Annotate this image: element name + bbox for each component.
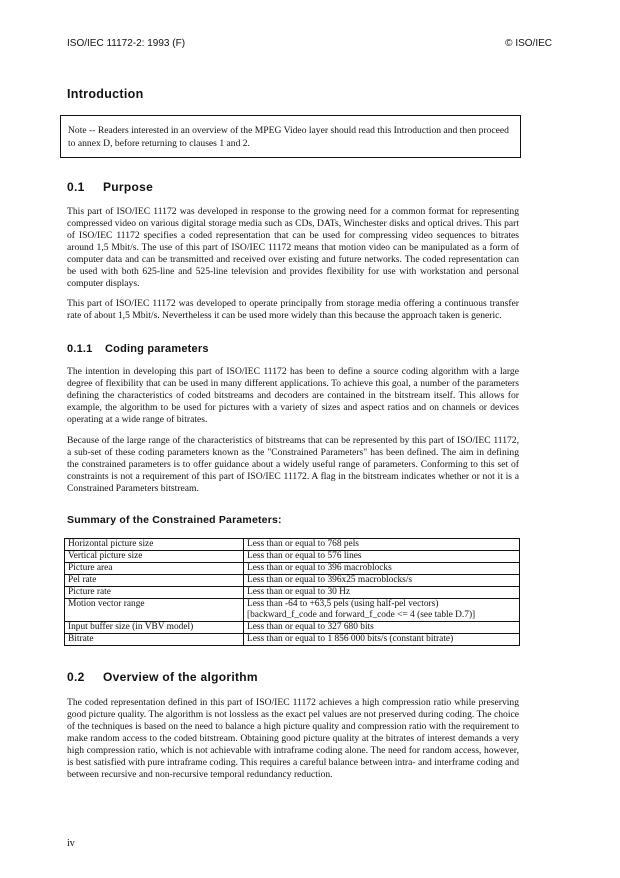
value-line: [backward_f_code and forward_f_code <= 4 (see table D.7)] [247,610,476,620]
page-number: iv [67,838,75,849]
introduction-title: Introduction [67,87,144,101]
table-row [65,539,520,551]
param-cell: Input buffer size (in VBV model) [65,622,244,634]
section-title: Coding parameters [105,343,209,355]
paragraph: Because of the large range of the characteristics of bitstreams that can be represented by this part of ISO/IEC 11172, a sub-set of these coding parameters known as the "Constrained Parameters" has been defined. The aim in defining the constrained parameters is to offer guidance about a widely useful range of parameters. Conforming to this set of constraints is not a requirement of this part of ISO/IEC 11172. A flag in the bitstream indicates whether or not it is a Constrained Parameters bitstream. [67,435,519,494]
section-number: 0.1 [67,180,85,194]
value-cell: Less than or equal to 768 pels [244,539,520,551]
param-cell: Horizontal picture size [65,539,244,551]
paragraph: This part of ISO/IEC 11172 was developed to operate principally from storage media offering a continuous transfer rate of about 1,5 Mbit/s. Nevertheless it can be used more widely than this because the approach taken is generic. [67,298,519,321]
section-title: Overview of the algorithm [103,670,258,684]
table-row [65,563,520,575]
value-line: Less than -64 to +63,5 pels (using half-pel vectors) [247,599,439,609]
table-row [65,587,520,599]
paragraph: This part of ISO/IEC 11172 was developed in response to the growing need for a common format for representing compressed video on various digital storage media such as CDs, DATs, Winchester disks and optical drives. This part of ISO/IEC 11172 specifies a coded representation that can be used for compressing video sequences to bitrates around 1,5 Mbit/s. The use of this part of ISO/IEC 11172 means that motion video can be manipulated as a form of computer data and can be transmitted and received over existing and future networks. The coded representation can be used with both 625-line and 525-line television and provides flexibility for use with workstation and personal computer displays. [67,206,519,289]
header-standard-id: ISO/IEC 11172-2: 1993 (F) [67,38,186,49]
section-title: Purpose [103,180,154,194]
section-number: 0.2 [67,670,85,684]
param-cell: Motion vector range [65,599,244,622]
param-cell: Picture rate [65,587,244,599]
table-row [65,634,520,646]
param-cell: Vertical picture size [65,551,244,563]
value-cell [244,599,520,622]
value-cell: Less than or equal to 396 macroblocks [244,563,520,575]
value-cell: Less than or equal to 1 856 000 bits/s (constant bitrate) [244,634,520,646]
paragraph: The coded representation defined in this part of ISO/IEC 11172 achieves a high compression ratio while preserving good picture quality. The algorithm is not lossless as the exact pel values are not preserved during coding. The choice of the techniques is based on the need to balance a high picture quality and compression ratio with the requirement to make random access to the coded bitstream. Obtaining good picture quality at the bitrates of interest demands a very high compression ratio, which is not achievable with intraframe coding alone. The need for random access, however, is best satisfied with pure intraframe coding. This requires a careful balance between intra- and interframe coding and between recursive and non-recursive temporal redundancy reduction. [67,697,519,780]
table-row [65,551,520,563]
value-cell: Less than or equal to 576 lines [244,551,520,563]
table-row [65,599,520,622]
introduction-note-box [60,115,521,158]
table-row [65,575,520,587]
section-0-1-heading [67,180,153,194]
value-cell: Less than or equal to 396x25 macroblocks/s [244,575,520,587]
paragraph: The intention in developing this part of ISO/IEC 11172 has been to define a source coding algorithm with a large degree of flexibility that can be used in many different applications. To achieve this goal, a number of the parameters defining the characteristics of coded bitstreams and decoders are contained in the bitstream itself. This allows for example, the algorithm to be used for pictures with a variety of sizes and aspect ratios and on channels or devices operating at a wide range of bitrates. [67,366,519,425]
constrained-parameters-table [64,538,520,646]
section-0-2-heading [67,670,258,684]
introduction-note-text: Note -- Readers interested in an overview of the MPEG Video layer should read this Introduction and then proceed to annex D, before returning to clauses 1 and 2. [68,125,509,149]
table-row [65,622,520,634]
header-copyright: © ISO/IEC [505,38,552,49]
param-cell: Bitrate [65,634,244,646]
summary-title: Summary of the Constrained Parameters: [67,514,282,526]
section-0-1-1-heading [67,343,209,355]
param-cell: Picture area [65,563,244,575]
value-cell: Less than or equal to 30 Hz [244,587,520,599]
value-cell: Less than or equal to 327 680 bits [244,622,520,634]
param-cell: Pel rate [65,575,244,587]
section-number: 0.1.1 [67,343,93,355]
